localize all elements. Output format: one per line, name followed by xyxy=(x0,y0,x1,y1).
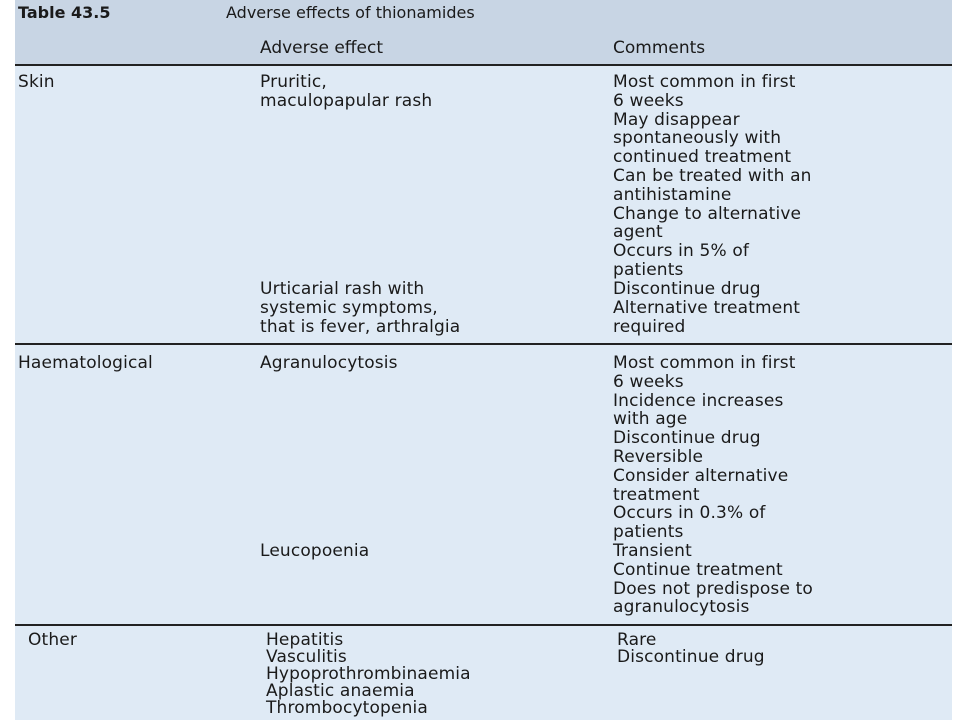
cell-line: Discontinue drug xyxy=(613,279,761,299)
cell-line: 6 weeks xyxy=(613,371,684,392)
cell-line: Reversible xyxy=(613,446,704,467)
divider-haematological xyxy=(15,624,952,626)
cell-line: required xyxy=(613,316,686,337)
cell-line: 6 weeks xyxy=(613,90,684,111)
effect-pruritic-rash xyxy=(260,73,432,111)
cell-line: Hepatitis xyxy=(266,630,344,650)
divider-header xyxy=(15,64,952,66)
cell-line: antihistamine xyxy=(613,184,732,205)
cell-line: Alternative treatment xyxy=(613,297,801,318)
cell-line: Aplastic anaemia xyxy=(266,681,415,701)
cell-line: Thrombocytopenia xyxy=(266,698,428,718)
effect-agranulocytosis xyxy=(260,354,398,373)
divider-skin xyxy=(15,343,952,345)
cell-line: that is fever, arthralgia xyxy=(260,316,461,337)
left-margin-stripe xyxy=(0,0,15,720)
column-header-row xyxy=(15,26,952,64)
cell-line: Discontinue drug xyxy=(617,647,765,667)
cell-line: systemic symptoms, xyxy=(260,297,438,318)
cell-line: spontaneously with xyxy=(613,128,782,149)
cell-line: Consider alternative xyxy=(613,465,789,486)
comments-agranulocytosis xyxy=(613,354,796,542)
cell-line: agent xyxy=(613,222,663,243)
cell-line: Leucopoenia xyxy=(260,541,370,561)
cell-line: Most common in first xyxy=(613,353,796,373)
header-comments: Comments xyxy=(613,38,706,58)
table-label: Table 43.5 xyxy=(18,3,111,22)
cell-line: patients xyxy=(613,259,684,280)
cell-line: Discontinue drug xyxy=(613,428,761,449)
cell-line: maculopapular rash xyxy=(260,90,433,111)
cell-line: Most common in first xyxy=(613,72,796,92)
cell-line: Change to alternative xyxy=(613,203,802,224)
cell-line: Agranulocytosis xyxy=(260,353,398,373)
cell-line: Vasculitis xyxy=(266,647,347,667)
cell-line: Does not predispose to xyxy=(613,578,813,599)
comments-urticarial-rash xyxy=(613,280,800,336)
header-adverse-effect: Adverse effect xyxy=(260,38,383,58)
cell-line: continued treatment xyxy=(613,147,792,168)
category-skin: Skin xyxy=(18,72,55,92)
cell-line: Transient xyxy=(613,541,692,561)
cell-line: Rare xyxy=(617,630,657,650)
category-haematological: Haematological xyxy=(18,353,153,373)
comments-pruritic-rash xyxy=(613,73,812,280)
category-other: Other xyxy=(28,630,78,650)
cell-line: Can be treated with an xyxy=(613,165,812,186)
cell-line: patients xyxy=(613,522,684,543)
comments-leucopoenia xyxy=(613,542,813,617)
effect-other-list xyxy=(266,632,471,717)
cell-line: Urticarial rash with xyxy=(260,279,425,299)
right-margin-stripe xyxy=(952,0,960,720)
cell-line: agranulocytosis xyxy=(613,597,750,618)
cell-line: with age xyxy=(613,409,688,430)
cell-line: Continue treatment xyxy=(613,559,783,580)
cell-line: Pruritic, xyxy=(260,72,327,92)
cell-line: Incidence increases xyxy=(613,390,784,411)
effect-urticarial-rash xyxy=(260,280,460,336)
cell-line: Occurs in 5% of xyxy=(613,241,750,262)
cell-line: Hypoprothrombinaemia xyxy=(266,664,471,684)
effect-leucopoenia xyxy=(260,542,369,561)
cell-line: treatment xyxy=(613,484,700,505)
cell-line: May disappear xyxy=(613,109,740,130)
table-title: Adverse effects of thionamides xyxy=(226,3,475,22)
cell-line: Occurs in 0.3% of xyxy=(613,503,766,524)
comments-other xyxy=(617,632,765,666)
table-title-bar xyxy=(0,0,960,26)
